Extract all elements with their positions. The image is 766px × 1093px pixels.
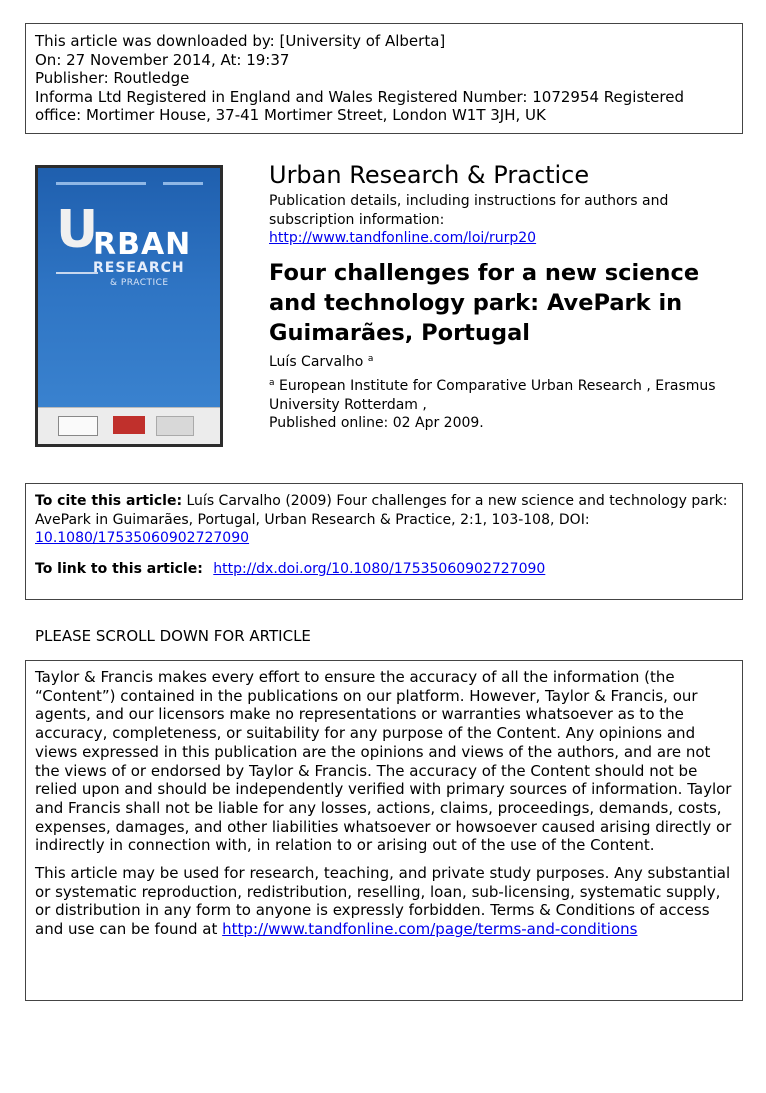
publication-details-text: Publication details, including instructions for authors and subscription information: — [269, 193, 669, 228]
citation-box — [25, 483, 743, 600]
cite-label: To cite this article: — [35, 493, 183, 509]
affiliation-block — [269, 377, 739, 433]
download-line-publisher: Publisher: Routledge — [35, 69, 190, 88]
doi-url-link[interactable]: http://dx.doi.org/10.1080/17535060902727090 — [213, 560, 546, 577]
download-line-registration: Informa Ltd Registered in England and Wales Registered Number: 1072954 Registered office: Mortimer House, 37-41 Mortimer Street, London W1T 3JH, UK — [35, 87, 684, 125]
download-line-date: On: 27 November 2014, At: 19:37 — [35, 50, 290, 69]
cite-paragraph — [35, 492, 733, 548]
cover-topline — [56, 182, 146, 185]
link-paragraph — [35, 560, 733, 579]
cite-doi-link[interactable]: 10.1080/17535060902727090 — [35, 530, 250, 546]
author-superscript: a — [367, 354, 374, 364]
cover-letter-u: U — [56, 200, 99, 260]
journal-url-link[interactable]: http://www.tandfonline.com/loi/rurp20 — [269, 230, 537, 246]
author-name: Luís Carvalho — [269, 354, 364, 370]
cite-text: Luís Carvalho (2009) Four challenges for a new science and technology park: AvePark in Guimarães, Portugal, Urban Research & Practice, 2:1, 103-108, DOI: — [35, 493, 728, 528]
published-date: Published online: 02 Apr 2009. — [269, 415, 484, 431]
terms-usage-text: This article may be used for research, teaching, and private study purposes. Any substantial or systematic reproduction, redistribution, reselling, loan, sub-licensing, systematic supply, or distribution in any form to anyone is expressly forbidden. Terms & Conditions of access and use can be found at — [35, 864, 731, 939]
publication-details — [269, 192, 709, 248]
cover-bar — [56, 272, 98, 274]
cover-topline-right — [163, 182, 203, 185]
download-line-institution: This article was downloaded by: [University of Alberta] — [35, 32, 446, 50]
journal-cover-image — [35, 165, 223, 447]
partner-logo-icon — [156, 416, 194, 436]
publisher-logo-icon — [113, 416, 145, 434]
link-label: To link to this article: — [35, 560, 203, 577]
cover-word-rban: RBAN — [93, 227, 192, 262]
cover-logo-strip — [38, 407, 220, 444]
terms-paragraph-disclaimer: Taylor & Francis makes every effort to ensure the accuracy of all the information (the “Content”) contained in the publications on our platform. However, Taylor & Francis, our agents, and our licensors make no representations or warranties whatsoever as to the accuracy, completeness, or suitability for any purpose of the Content. Any opinions and views expressed in this publication are the opinions and views of the authors, and are not the views of or endorsed by Taylor & Francis. The accuracy of the Content should not be relied upon and should be independently verified with primary sources of information. Taylor and Francis shall not be liable for any losses, actions, claims, proceedings, demands, costs, expenses, damages, and other liabilities whatsoever or howsoever caused arising directly or indirectly in connection with, in relation to or arising out of the use of the Content. — [35, 668, 732, 855]
scroll-notice: PLEASE SCROLL DOWN FOR ARTICLE — [35, 627, 311, 645]
affiliation-superscript: a — [269, 378, 275, 388]
article-title: Four challenges for a new science and technology park: AvePark in Guimarães, Portugal — [269, 260, 700, 346]
download-notice-box — [25, 23, 743, 134]
journal-title: Urban Research & Practice — [269, 161, 590, 189]
cover-word-practice: & PRACTICE — [110, 278, 169, 288]
terms-paragraph-usage — [35, 864, 733, 939]
terms-conditions-link[interactable]: http://www.tandfonline.com/page/terms-and-conditions — [222, 920, 638, 939]
affiliation-text: European Institute for Comparative Urban Research , Erasmus University Rotterdam , — [269, 378, 716, 413]
routledge-logo-icon — [58, 416, 98, 436]
cover-word-research: RESEARCH — [93, 260, 185, 276]
terms-box — [25, 660, 743, 1001]
author-line — [269, 353, 373, 371]
